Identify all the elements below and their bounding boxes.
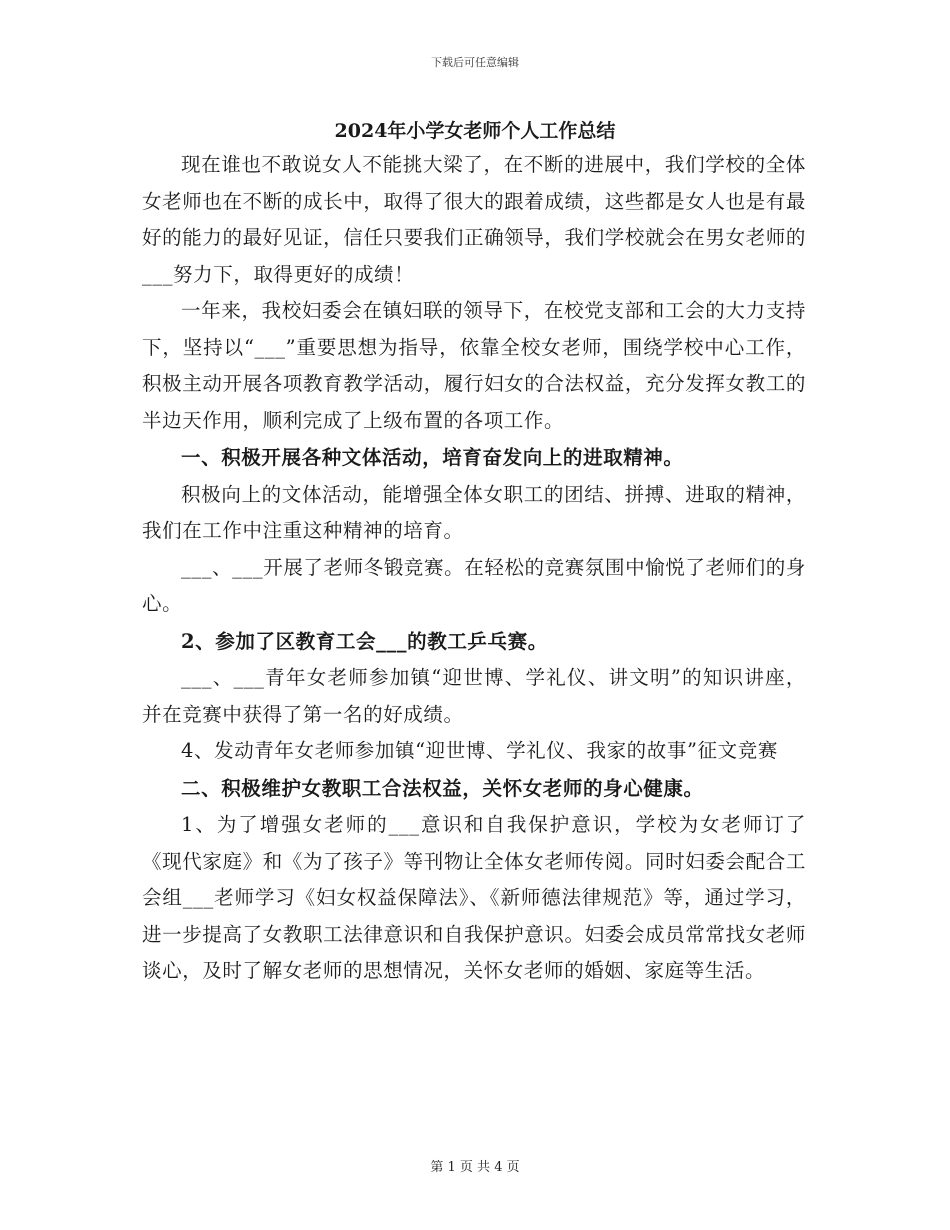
list-item-1: ___、___开展了老师冬锻竞赛。在轻松的竞赛氛围中愉悦了老师们的身心。 [142, 555, 806, 615]
paragraph-rights: 1、为了增强女老师的___意识和自我保护意识，学校为女老师订了《现代家庭》和《为了孩子》等刊物让全体女老师传阅。同时妇委会配合工会组___老师学习《妇女权益保障法》、《新师德法律规范》等，通过学习，进一步提高了女教职工法律意识和自我保护意识。妇委会成员常常找女老师谈心，及时了解女老师的思想情况，关怀女老师的婚姻、家庭等生活。 [142, 813, 806, 982]
document-body [142, 147, 806, 990]
paragraph-activities: 积极向上的文体活动，能增强全体女职工的团结、拼搏、进取的精神，我们在工作中注重这种精神的培育。 [142, 482, 806, 542]
list-item-4: 4、发动青年女老师参加镇“迎世博、学礼仪、我家的故事”征文竞赛 [181, 739, 778, 762]
list-item-2: 2、参加了区教育工会___的教工乒乓赛。 [181, 629, 548, 653]
section-heading-2: 二、积极维护女教职工合法权益，关怀女老师的身心健康。 [181, 776, 704, 800]
paragraph-intro: 现在谁也不敢说女人不能挑大梁了，在不断的进展中，我们学校的全体女老师也在不断的成长中，取得了很大的跟着成绩，这些都是女人也是有最好的能力的最好见证，信任只要我们正确领导，我们学校就会在男女老师的___努力下，取得更好的成绩！ [142, 153, 806, 286]
document-title: 2024年小学女老师个人工作总结 [334, 120, 616, 142]
page-number: 第 1 页 共 4 页 [430, 1160, 520, 1175]
list-item-3: ___、___青年女老师参加镇“迎世博、学礼仪、讲文明”的知识讲座，并在竞赛中获得了第一名的好成绩。 [142, 666, 806, 726]
header-note: 下载后可任意编辑 [431, 56, 519, 69]
section-heading-1: 一、积极开展各种文体活动，培育奋发向上的进取精神。 [181, 446, 684, 469]
paragraph-overview: 一年来，我校妇委会在镇妇联的领导下，在校党支部和工会的大力支持下，坚持以“___”重要思想为指导，依靠全校女老师，围绕学校中心工作，积极主动开展各项教育教学活动，履行妇女的合法权益，充分发挥女教工的半边天作用，顺利完成了上级布置的各项工作。 [142, 299, 806, 432]
